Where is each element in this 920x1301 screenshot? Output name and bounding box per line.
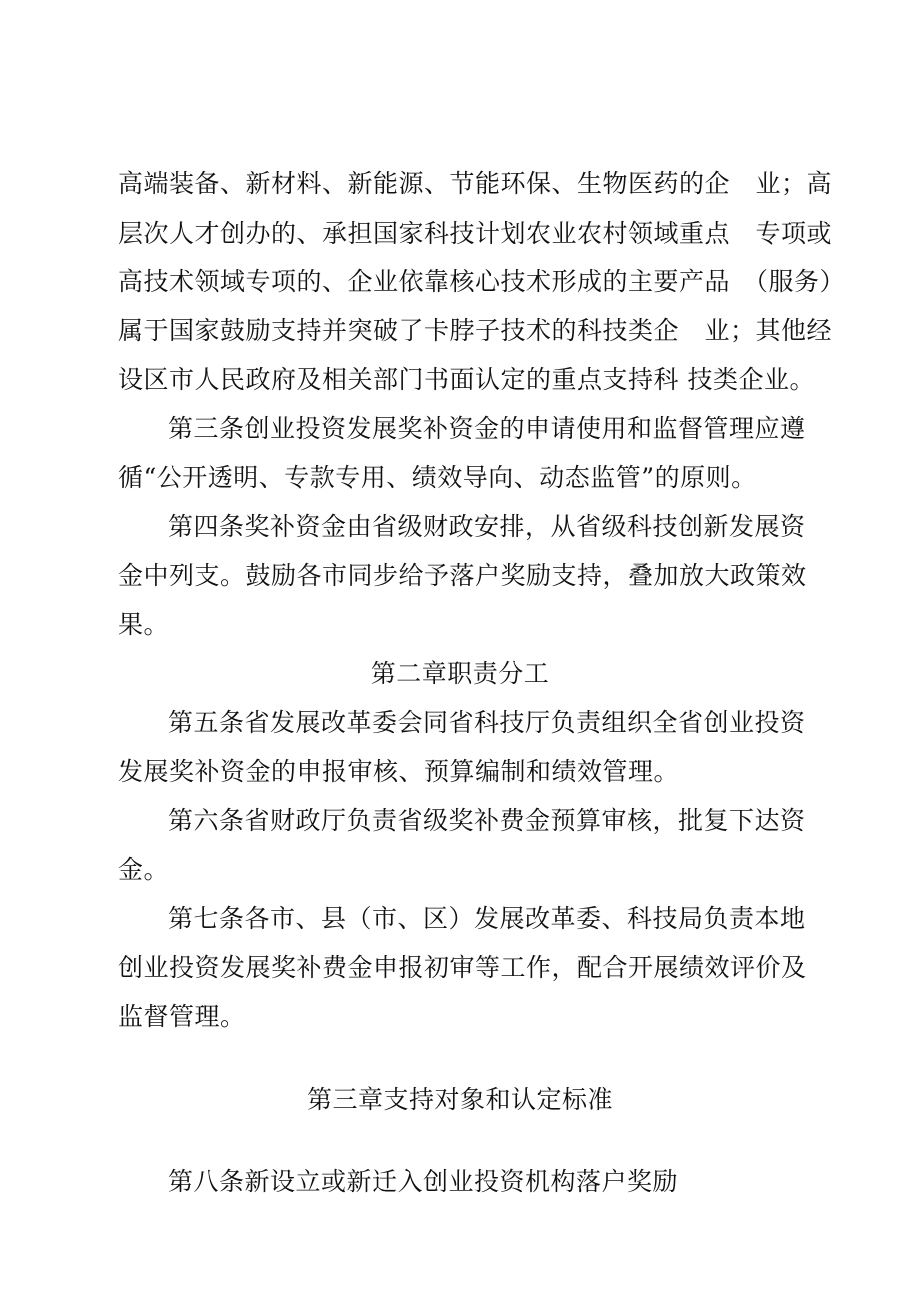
chapter-3-heading: 第三章支持对象和认定标准: [306, 1085, 613, 1114]
paragraph-line: 高技术领域专项的、企业依靠核心技术形成的主要产品 （服务）: [118, 267, 846, 296]
paragraph-line: 金。: [118, 855, 170, 884]
chapter-2-heading: 第二章职责分工: [370, 659, 550, 688]
article-8-line: 第八条新设立或新迁入创业投资机构落户奖励: [168, 1167, 679, 1196]
paragraph-line: 设区市人民政府及相关部门书面认定的重点支持科 技类企业。: [118, 365, 815, 394]
paragraph-line: 属于国家鼓励支持并突破了卡脖子技术的科技类企 业；其他经: [118, 316, 833, 345]
paragraph-line: 层次人才创办的、承担国家科技计划农业农村领域重点 专项或: [118, 219, 833, 248]
paragraph-line: 创业投资发展奖补费金申报初审等工作，配合开展绩效评价及: [118, 953, 807, 982]
article-7-line: 第七条各市、县（市、区）发展改革委、科技局负责本地: [168, 904, 806, 933]
paragraph-line: 高端装备、新材料、新能源、节能环保、生物医药的企 业；高: [118, 169, 833, 198]
article-3-line: 第三条创业投资发展奖补资金的申请使用和监督管理应遵: [168, 414, 806, 443]
article-5-line: 第五条省发展改革委会同省科技厅负责组织全省创业投资: [168, 708, 806, 737]
paragraph-line: 金中列支。鼓励各市同步给予落户奖励支持，叠加放大政策效: [118, 561, 807, 590]
article-4-line: 第四条奖补资金由省级财政安排，从省级科技创新发展资: [168, 512, 806, 541]
article-6-line: 第六条省财政厅负责省级奖补费金预算审核，批复下达资: [168, 806, 806, 835]
paragraph-line: 监督管理。: [118, 1002, 246, 1031]
paragraph-line: 循“公开透明、专款专用、绩效导向、动态监管”的原则。: [118, 463, 757, 492]
paragraph-line: 果。: [118, 610, 170, 639]
paragraph-line: 发展奖补资金的申报审核、预算编制和绩效管理。: [118, 757, 680, 786]
